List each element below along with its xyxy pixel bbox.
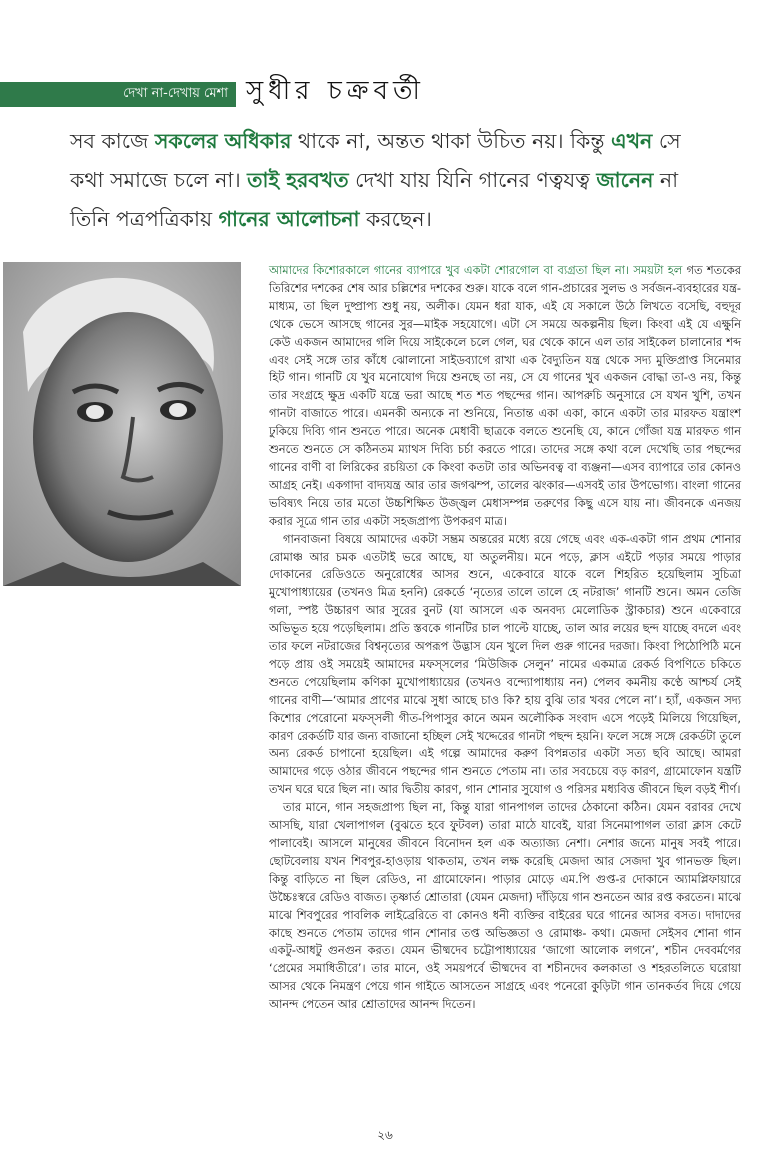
lede-paragraph — [70, 122, 710, 239]
lede-highlight: জানেন — [596, 168, 654, 192]
lede-highlight: সকলের অধিকার — [154, 129, 292, 153]
paragraph-1-text: গত শতকের তিরিশের দশকের শেষ আর চল্লিশের দশকের শুরু। যাকে বলে গান-প্রচারের সুলভ ও সর্বজন-ব্যবহারের যন্ত্র-মাধ্যম, তা ছিল দুষ্প্রাপ্য শুধু নয়, অলীক। যেমন ধরা যাক, এই যে সকালে উঠে লিখতে বসেছি, বহুদূর থেকে ভেসে আসছে গানের সুর—মাইক সহযোগে। এটা সে সময়ে অকল্পনীয় ছিল। কিংবা এই যে এক্ষুনি কেউ একজন আমাদের গলি দিয়ে সাইকেলে চলে গেল, ঘর থেকে কানে এল তার সাইকেল চালানোর শব্দ এবং সেই সঙ্গে তার কাঁধে ঝোলানো সাইডব্যাগে রাখা এক বৈদ্যুতিন যন্ত্র থেকে সদ্য মুক্তিপ্রাপ্ত সিনেমার হিট গান। গানটি যে খুব মনোযোগ দিয়ে শুনছে তা নয়, সে যে গানের খুব একজন বোদ্ধা তা-ও নয়, কিন্তু তার সংগ্রহে ক্ষুদ্র একটি যন্ত্রে ভরা আছে শত শত পছন্দের গান। আপরুচি অনুসারে সে যখন খুশি, তখন গানটা বাজাতে পারে। এমনকী অন্যকে না শুনিয়ে, নিতান্ত একা একা, কানে একটা তার মারফত যন্ত্রাংশ ঢুকিয়ে দিব্যি গান শুনতে পারে। অনেক মেধাবী ছাত্রকে বলতে শুনেছি যে, কানে গোঁজা যন্ত্র মারফত গান শুনতে শুনতে সে কঠিনতম ম্যাথস দিব্যি চর্চা করতে পারে। তাদের সঙ্গে কথা বলে দেখেছি তার পছন্দের গানের বাণী বা লিরিকের রচয়িতা কে কিংবা কতটা তার অভিনবত্ব বা ব্যঞ্জনা—এসব ব্যাপারে তার কোনও আগ্রহ নেই। একগাদা বাদ্যযন্ত্র আর তার জগঝম্প, তালের ঝংকার—এসবই তার উপভোগ্য। বাংলা গানের ভবিষ্যৎ নিয়ে তার মতো উচ্চশিক্ষিত উজ্জ্বল মেধাসম্পন্ন তরুণের কিছু এসে যায় না। জীবনকে এনজয় করার সূত্রে গান তার একটা সহজপ্রাপ্য উপকরণ মাত্র। — [269, 263, 741, 528]
lede-highlight: তাই হরবখত — [247, 168, 349, 192]
paragraph-1-lead: আমাদের কিশোরকালে গানের ব্যাপারে খুব একটা শোরগোল বা ব্যগ্রতা ছিল না। সময়টা হল — [269, 263, 683, 277]
paragraph-2: গানবাজনা বিষয়ে আমাদের একটা সম্ভ্রম অন্তরের মধ্যে রয়ে গেছে এবং এক-একটা গান প্রথম শোনার রোমাঞ্চ আর চমক এতটাই ভরে আছে, যা অতুলনীয়। মনে পড়ে, ক্লাস এইটে পড়ার সময়ে পাড়ার দোকানের রেডিওতে অনুরোধের আসর শুনে, একেবারে যাকে বলে শিহরিত হয়েছিলাম সুচিত্রা মুখোপাধ্যায়ের (তখনও মিত্র হননি) রেকর্ডে ‘নৃত্যের তালে তালে হে নটরাজ’ গানটি শুনে। অমন তেজি গলা, স্পষ্ট উচ্চারণ আর সুরের বুনট (যা আসলে এক অনবদ্য মেলোডিক স্ট্রাকচার) শুনে একেবারে অভিভূত হয়ে পড়েছিলাম। প্রতি স্তবকে গানটির চাল পাল্টে যাচ্ছে, তাল আর লয়ের ছন্দ যাচ্ছে বদলে এবং তার ফলে নটরাজের বিশ্বনৃত্যের অপরূপ উদ্ভাস যেন খুলে দিল গুরু গানের দরজা। কিংবা পিঠোপিঠি মনে পড়ে প্রায় ওই সময়েই আমাদের মফস্সলের ‘মিউজিক সেলুন’ নামের একমাত্র রেকর্ড বিপণিতে চকিতে শুনতে পেয়েছিলাম কণিকা মুখোপাধ্যায়ের (তখনও বন্দ্যোপাধ্যায় নন) পেলব কমনীয় কণ্ঠে আশ্চর্য সেই গানের বাণী—‘আমার প্রাণের মাঝে সুধা আছে চাও কি? হায় বুঝি তার খবর পেলে না’। হ্যাঁ, একজন সদ্য কিশোর পেরোনো মফস্সলী গীত-পিপাসুর কানে অমন অলৌকিক সংবাদ এসে পড়েই মিলিয়ে গিয়েছিল, কারণ রেকর্ডটি যার জন্য বাজানো হচ্ছিল সেই খদ্দেরের গানটা পছন্দ হয়নি। ফলে সঙ্গে সঙ্গে রেকর্ডটা তুলে অন্য রেকর্ড চাপানো হয়েছিল। এই গল্পে আমাদের করুণ বিপন্নতার একটা সত্য ছবি আছে। আমরা আমাদের গড়ে ওঠার জীবনে পছন্দের গান শুনতে পেতাম না। তার সবচেয়ে বড় কারণ, গ্রামোফোন যন্ত্রটি তখন ঘরে ঘরে ছিল না। আর দ্বিতীয় কারণ, গান শোনার সুযোগ ও পরিসর মধ্যবিত্ত জীবনে ছিল বড়ই শীর্ণ। — [269, 531, 741, 797]
lede-text: থাকে না, অন্তত থাকা উচিত নয়। কিন্তু — [291, 129, 611, 153]
lede-highlight: গানের আলোচনা — [218, 207, 360, 231]
author-photo — [3, 262, 241, 586]
lede-text: দেখা যায় যিনি গানের ণত্বযত্ব — [348, 168, 597, 192]
section-title: দেখা না-দেখায় মেশা — [123, 86, 228, 101]
lede-text: না তিনি পত্রপত্রিকায় — [70, 168, 679, 231]
paragraph-1 — [269, 262, 741, 531]
author-name: সুধীর চক্রবর্তী — [246, 76, 425, 106]
portrait-image — [3, 262, 241, 586]
lede-text: সে কথা সমাজে চলে না। — [70, 129, 681, 192]
paragraph-3: তার মানে, গান সহজপ্রাপ্য ছিল না, কিন্তু যারা গানপাগল তাদের ঠেকানো কঠিন। যেমন বরাবর দেখে আসছি, যারা খেলাপাগল (বুঝতে হবে ফুটবল) তারা মাঠে যাবেই, যারা সিনেমাপাগল তারা ক্লাস কেটে পালাবেই। আসলে মানুষের জীবনে বিনোদন হল এক অত্যাজ্য নেশা। নেশার জন্যে মানুষ সবই পারে। ছোটবেলায় যখন শিবপুর-হাওড়ায় থাকতাম, তখন লক্ষ করেছি মেজদা আর সেজদা খুব গানভক্ত ছিল। কিন্তু বাড়িতে না ছিল রেডিও, না গ্রামোফোন। পাড়ার মোড়ে এম.পি গুপ্ত-র দোকানে অ্যামপ্লিফায়ারে উচ্চৈঃস্বরে রেডিও বাজত। তৃষ্ণার্ত শ্রোতারা (যেমন মেজদা) দাঁড়িয়ে গান শুনতেন আর রপ্ত করতেন। মাঝে মাঝে শিবপুরের পাবলিক লাইব্রেরিতে বা কোনও ধনী ব্যক্তির বাইরের ঘরে গানের আসর বসত। দাদাদের কাছে শুনতে পেতাম তাদের গান শোনার তপ্ত অভিজ্ঞতা ও রোমাঞ্চ- কথা। মেজদা সেইসব শোনা গান একটু-আধটু গুনগুন করত। যেমন ভীষ্মদেব চট্টোপাধ্যায়ের ‘জাগো আলোক লগনে’, শচীন দেববর্মণের ‘প্রেমের সমাধিতীরে’। তার মানে, ওই সময়পর্বে ভীষ্মদেব বা শচীনদেব কলকাতা ও শহরতলিতে ঘরোয়া আসর থেকে নিমন্ত্রণ পেয়ে গান গাইতে আসতেন সাগ্রহে এবং পনেরো কুড়িটা গান তানকর্তব দিয়ে গেয়ে আনন্দ পেতেন আর শ্রোতাদের আনন্দ দিতেন। — [269, 800, 741, 1012]
lede-text: করছেন। — [359, 207, 432, 231]
page-number: ২৬ — [377, 1128, 393, 1142]
lede-highlight: এখন — [611, 129, 653, 153]
section-label — [0, 82, 236, 107]
lede-text: সব কাজে — [70, 129, 155, 153]
article-body — [269, 262, 741, 1014]
